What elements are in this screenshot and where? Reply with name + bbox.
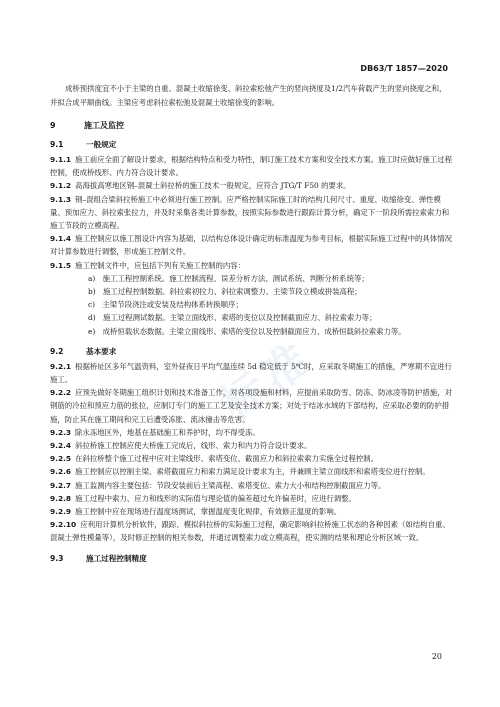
section-title: 施工及监控 (84, 121, 124, 130)
clause (50, 439, 452, 452)
watermark: 标准 (211, 331, 324, 431)
items-9-1-5 (50, 272, 452, 338)
clause (50, 386, 452, 426)
clause-number: 9.2.9 (50, 507, 72, 517)
clauses-9-1 (50, 153, 452, 272)
list-item: e) 成桥恒载状态数据。主梁立面线形、索塔的变位以及控制截面应力、成桥恒载斜拉索索力等。 (88, 326, 406, 336)
clause-text: 施工过程中索力、应力和线形的实际值与理论值的偏差超过允许偏差时，应进行调整。 (75, 493, 356, 503)
clause-number: 9.2.1 (50, 361, 72, 371)
clause-number: 9.1.2 (50, 181, 72, 191)
clause-text: 应利用计算机分析软件，跟踪、模拟斜拉桥的实际施工过程，确定影响斜拉桥施工状态的各种因素（如结构自重、混凝土弹性模量等），及时修正控制的相关参数，并通过调整索力或立模高程，使实测的结果和理论分析区域一致。 (50, 520, 450, 543)
clause-number: 9.2.2 (50, 388, 72, 398)
list-item: b) 施工过程控制数据。斜拉索初拉力、斜拉索调整力、主梁节段立模或拼装高程； (88, 287, 362, 297)
page-number: 20 (431, 652, 442, 661)
clause (50, 426, 452, 439)
clause (50, 505, 452, 518)
clause (50, 232, 452, 258)
section-9-3-heading (50, 553, 452, 564)
section-9-heading (50, 120, 452, 131)
clause (50, 479, 452, 492)
clause-text: 斜拉桥施工控制应使大桥施工完成后，线形、索力和内力符合设计要求。 (75, 441, 312, 451)
list-item: a) 施工工程控制系统。施工控制流程、误差分析方法、测试系统、判断分析系统等； (88, 273, 369, 283)
clause-number: 9.1.5 (50, 260, 72, 270)
clause-number: 9.1.3 (50, 194, 72, 204)
clause-text: 应预先做好冬期施工组织计划和技术准备工作，对各项设施和材料，应提前采取防雪、防冻、防冰凌等防护措施，对钢筋的冷拉和预应力筋的张拉，应制订专门的施工工艺及安全技术方案；对处于结冰水域的下部结构，应采取必要的防护措施，防止其在施工期间和完工后遭受冻胀、流冰撞击等危害。 (50, 388, 452, 424)
clause-text: 根据桥址区多年气温资料，室外昼夜日平均气温连续 5d 稳定低于 5℃时，应采取冬期施工的措施，严寒期不宜进行施工。 (50, 361, 452, 385)
clause (50, 465, 452, 478)
clause (50, 153, 452, 179)
clause-number: 9.2.6 (50, 467, 72, 477)
clause-text: 施工控制应以施工图设计内容为基础，以结构总体设计确定的标准温度为参考目标，根据实际施工过程中的具体情况对计算参数进行调整，形成施工控制文件。 (50, 234, 452, 257)
clause-text: 施工前应全面了解设计要求，根据结构特点和受力特性，制订施工技术方案和安全技术方案。施工时应做好施工过程控制，使成桥线形、内力符合设计要求。 (50, 155, 452, 178)
clause-number: 9.2.3 (50, 427, 72, 437)
standard-code: DB63/T 1857—2020 (360, 64, 448, 73)
clause-text: 施工控制文件中，应包括下列有关施工控制的内容： (75, 260, 246, 270)
clause-number: 9.2.5 (50, 454, 72, 464)
clause-number: 9.1.1 (50, 155, 72, 164)
section-9-1-heading (50, 139, 452, 150)
clause-number: 9.2.4 (50, 441, 72, 451)
clause-number: 9.2.10 (50, 520, 77, 530)
list-item: d) 施工过程测试数据。主梁立面线形、索塔的变位以及控制截面应力、斜拉索索力等； (88, 313, 377, 323)
clause (50, 179, 452, 192)
section-title: 施工过程控制精度 (86, 553, 147, 563)
clause (50, 452, 452, 465)
clause-text: 施工控制应以控制主梁、索塔截面应力和索力满足设计要求为主，并兼顾主梁立面线形和索塔变位进行控制。 (75, 467, 430, 477)
clause-text: 在斜拉桥整个施工过程中应对主梁线形、索塔变位、截面应力和斜拉索索力实施全过程控制。 (75, 454, 379, 464)
section-title: 基本要求 (86, 346, 117, 356)
clause-number: 9.2.8 (50, 493, 72, 503)
section-title: 一般规定 (86, 140, 117, 149)
intro-paragraph: 成桥预拱度宜不小于主梁的自重、混凝土收缩徐变、斜拉索松弛产生的竖向挠度及1/2汽车荷载产生的竖向挠度之和，并拟合成平顺曲线。主梁应考虑斜拉索松弛及混凝土收缩徐变的影响。 (50, 84, 447, 107)
clause (50, 518, 452, 544)
list-item: c) 主梁节段浇注或安装及结构体系转换顺序； (88, 300, 243, 310)
section-9-2-heading (50, 346, 452, 357)
clause-number: 9.2.7 (50, 480, 72, 490)
clause-text: 施工控制中应在现场进行温度场测试，掌握温度变化规律，有效修正温度的影响。 (75, 507, 342, 517)
clause-number: 9.1.4 (50, 234, 72, 244)
clause (50, 360, 452, 386)
clause-text: 除永冻地区外，地基在基础施工和养护时，均不得受冻。 (75, 427, 260, 437)
section-number: 9.2 (50, 346, 64, 356)
clause (50, 193, 452, 233)
document-body (50, 82, 452, 567)
section-number: 9.1 (50, 140, 64, 149)
section-number: 9.3 (50, 553, 64, 563)
clause (50, 259, 452, 272)
clause-text: 高海拔高寒地区钢–混凝土斜拉桥的施工技术一般规定，应符合 JTG/T F50 的要求。 (75, 181, 351, 191)
clause (50, 492, 452, 505)
clause-text: 施工监测内容主要包括：节段安装前后主梁高程、索塔变位、索力大小和结构控制截面应力等。 (75, 480, 386, 490)
clause-text: 钢–混组合梁斜拉桥施工中必须进行施工控制。应严格控制实际施工时的结构几何尺寸、重度、收缩徐变、弹性模量、预加应力、斜拉索张拉力，并及时采集各类计算参数，按照实际参数进行跟踪计算分析，确定下一阶段所需拉索索力和施工节段的立模高程。 (50, 194, 450, 231)
section-number: 9 (50, 121, 56, 130)
clauses-9-2 (50, 360, 452, 545)
